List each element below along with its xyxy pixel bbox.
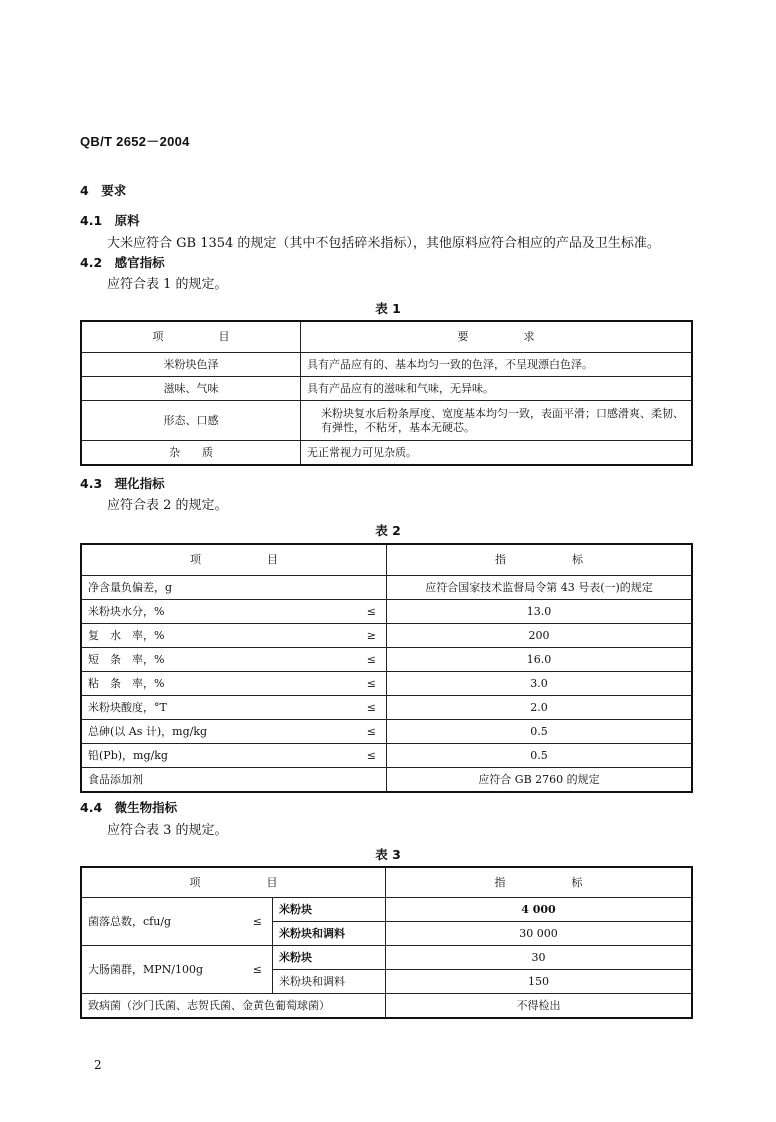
page-number: 2 xyxy=(94,1058,102,1072)
table2-item xyxy=(81,672,387,696)
table-row xyxy=(81,768,692,793)
table3 xyxy=(80,866,693,1019)
table-row xyxy=(81,720,692,744)
table2-item-label: 食品添加剂 xyxy=(88,772,143,786)
table3-sub: 米粉块和调料 xyxy=(273,922,386,946)
table2-val: 3.0 xyxy=(387,672,693,696)
table2-item-label: 总砷(以 As 计)，mg/kg xyxy=(88,724,208,738)
table-row xyxy=(81,744,692,768)
comparison-sign: ≤ xyxy=(366,676,376,690)
table2-item xyxy=(81,648,387,672)
table3-header-row xyxy=(81,867,692,898)
table3-val: 30 xyxy=(386,946,693,970)
table3-val: 不得检出 xyxy=(386,994,693,1019)
table-row xyxy=(81,696,692,720)
table-row xyxy=(81,401,692,441)
table3-val: 30 000 xyxy=(386,922,693,946)
table2-item xyxy=(81,576,387,600)
table2-item xyxy=(81,600,387,624)
section-4-4-heading: 4.4 微生物指标 xyxy=(80,800,178,815)
table-row xyxy=(81,441,692,466)
table3-sub: 米粉块 xyxy=(273,946,386,970)
table1-header-row xyxy=(81,321,692,353)
section-4-1-text: 大米应符合 GB 1354 的规定（其中不包括碎米指标），其他原料应符合相应的产品及卫生标准。 xyxy=(107,236,660,251)
table2-item xyxy=(81,624,387,648)
table2-item-label: 米粉块水分，% xyxy=(88,604,165,618)
comparison-sign: ≤ xyxy=(366,652,376,666)
table-row xyxy=(81,994,692,1019)
section-4-2-text: 应符合表 1 的规定。 xyxy=(107,277,228,292)
section-4-2-heading: 4.2 感官指标 xyxy=(80,255,165,270)
table1-item: 形态、口感 xyxy=(81,401,301,441)
table3-head-val: 指 标 xyxy=(386,867,693,898)
comparison-sign: ≤ xyxy=(366,604,376,618)
table-row xyxy=(81,353,692,377)
table3-item-label: 菌落总数，cfu/g xyxy=(88,914,172,928)
table3-caption: 表 3 xyxy=(375,847,401,862)
table2-val: 16.0 xyxy=(387,648,693,672)
section-4-3-heading: 4.3 理化指标 xyxy=(80,476,165,491)
table2-val: 应符合国家技术监督局令第 43 号表(一)的规定 xyxy=(387,576,693,600)
table3-val: 4 000 xyxy=(386,898,693,922)
table3-item-colony xyxy=(81,898,273,946)
table1-item: 杂 质 xyxy=(81,441,301,466)
table2-val: 应符合 GB 2760 的规定 xyxy=(387,768,693,793)
table1-req: 无正常视力可见杂质。 xyxy=(301,441,693,466)
table1-head-item: 项 目 xyxy=(81,321,301,353)
table2-val: 0.5 xyxy=(387,720,693,744)
table1 xyxy=(80,320,693,466)
table2-item-label: 净含量负偏差，g xyxy=(88,580,173,594)
table2-item xyxy=(81,768,387,793)
table2-val: 2.0 xyxy=(387,696,693,720)
table1-item: 米粉块色泽 xyxy=(81,353,301,377)
table-row xyxy=(81,648,692,672)
comparison-sign: ≤ xyxy=(366,748,376,762)
table2-header-row xyxy=(81,544,692,576)
table3-item-label: 大肠菌群，MPN/100g xyxy=(88,962,204,976)
table2-item-label: 粘 条 率，% xyxy=(88,676,165,690)
table1-req: 米粉块复水后粉条厚度、宽度基本均匀一致，表面平滑；口感滑爽、柔韧、有弹性，不粘牙，基本无硬芯。 xyxy=(301,401,693,441)
table-row xyxy=(81,946,692,970)
table2-caption: 表 2 xyxy=(375,523,401,538)
table2-item xyxy=(81,696,387,720)
table3-item-coliform xyxy=(81,946,273,994)
comparison-sign: ≤ xyxy=(252,914,262,928)
table-row xyxy=(81,624,692,648)
comparison-sign: ≤ xyxy=(366,700,376,714)
table2-head-val: 指 标 xyxy=(387,544,693,576)
table3-sub: 米粉块和调料 xyxy=(273,970,386,994)
table2-item xyxy=(81,744,387,768)
table1-req: 具有产品应有的滋味和气味，无异味。 xyxy=(301,377,693,401)
comparison-sign: ≤ xyxy=(252,962,262,976)
table2 xyxy=(80,543,693,793)
table2-head-item: 项 目 xyxy=(81,544,387,576)
table1-caption: 表 1 xyxy=(375,301,401,316)
table-row xyxy=(81,576,692,600)
comparison-sign: ≤ xyxy=(366,724,376,738)
table3-sub: 米粉块 xyxy=(273,898,386,922)
table3-val: 150 xyxy=(386,970,693,994)
table1-head-req: 要 求 xyxy=(301,321,693,353)
table2-item-label: 复 水 率，% xyxy=(88,628,165,642)
table-row xyxy=(81,600,692,624)
table2-item-label: 米粉块酸度，°T xyxy=(88,700,167,714)
section-4-4-text: 应符合表 3 的规定。 xyxy=(107,823,228,838)
table3-item-pathogen: 致病菌（沙门氏菌、志贺氏菌、金黄色葡萄球菌） xyxy=(81,994,386,1019)
table3-head-item: 项 目 xyxy=(81,867,386,898)
table2-val: 13.0 xyxy=(387,600,693,624)
table2-val: 200 xyxy=(387,624,693,648)
table2-val: 0.5 xyxy=(387,744,693,768)
section-4-heading: 4 要求 xyxy=(80,183,127,198)
standard-code: QB/T 2652－2004 xyxy=(80,134,190,149)
table1-item: 滋味、气味 xyxy=(81,377,301,401)
table1-req: 具有产品应有的、基本均匀一致的色泽，不呈现漂白色泽。 xyxy=(301,353,693,377)
section-4-1-heading: 4.1 原料 xyxy=(80,213,140,228)
table2-item-label: 短 条 率，% xyxy=(88,652,165,666)
comparison-sign: ≥ xyxy=(366,628,376,642)
table-row xyxy=(81,377,692,401)
table2-item-label: 铅(Pb)，mg/kg xyxy=(88,748,168,762)
section-4-3-text: 应符合表 2 的规定。 xyxy=(107,498,228,513)
table2-item xyxy=(81,720,387,744)
table-row xyxy=(81,898,692,922)
table-row xyxy=(81,672,692,696)
